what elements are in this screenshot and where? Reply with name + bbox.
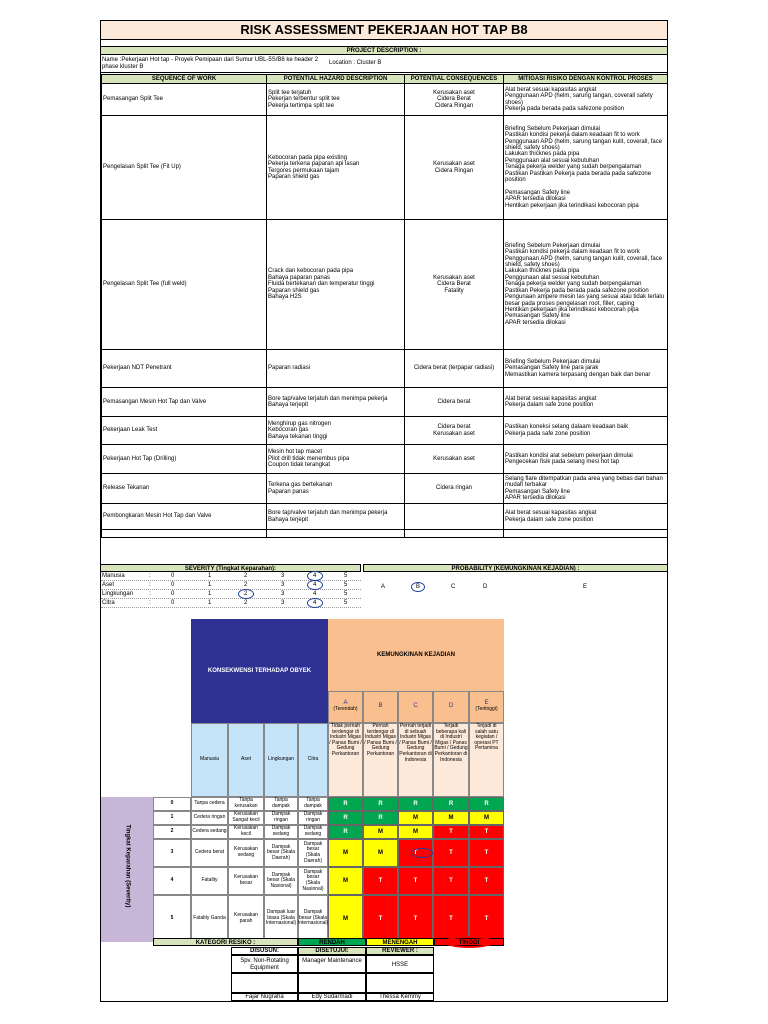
severity-side-label: Tingkat Keparahan (Severity) bbox=[124, 824, 131, 908]
project-location: Location : Cluster B bbox=[329, 60, 382, 66]
risk-cell: M bbox=[398, 811, 433, 825]
risk-cell: M bbox=[328, 895, 363, 942]
page-title: RISK ASSESSMENT PEKERJAAN HOT TAP B8 bbox=[101, 21, 667, 40]
consequence-manusia: Fatality Ganda bbox=[191, 895, 228, 942]
disusun-name: Fajar Nugraha bbox=[231, 993, 298, 1001]
severity-selected-circle bbox=[238, 589, 254, 599]
sequence-cell: Pengelasan Split Tee (Fit Up) bbox=[102, 116, 267, 220]
risk-cell: T bbox=[469, 867, 504, 895]
risk-cell: R bbox=[328, 825, 363, 839]
severity-level: 5 bbox=[153, 895, 191, 942]
severity-row-name: Aset bbox=[102, 582, 115, 588]
severity-value: 0 bbox=[171, 573, 175, 579]
consequence-lingkungan: Tanpa dampak bbox=[264, 797, 298, 811]
risk-cell: T bbox=[363, 867, 398, 895]
probability-header: PROBABILITY (KEMUNGKINAN KEJADIAN) : bbox=[363, 564, 667, 572]
consequence-citra: Dampak ringan bbox=[298, 811, 328, 825]
severity-value: 0 bbox=[171, 582, 175, 588]
mitigation-cell: Alat berat sesuai kapasitas angkat Pekerja dalam safe zone position bbox=[504, 504, 668, 530]
hazard-cell: Menghirup gas nitrogen Kebocoran gas Bahaya tekanan tinggi bbox=[267, 417, 405, 445]
risk-cell: T bbox=[433, 825, 469, 839]
risk-cell: R bbox=[328, 797, 363, 811]
disusun-role: Spv. Non-Rotating Equipment bbox=[231, 955, 298, 973]
consequence-lingkungan: Dampak besar (Skala Nasional) bbox=[264, 867, 298, 895]
severity-value: 3 bbox=[281, 582, 285, 588]
hazard-cell: Paparan radiasi bbox=[267, 350, 405, 388]
sequence-cell: Release Tekanan bbox=[102, 474, 267, 504]
prob-col-header bbox=[398, 691, 433, 723]
severity-value: 5 bbox=[344, 582, 348, 588]
mitigation-cell: Selang flare ditempatkan pada area yang bebas dari bahan mudah terbakar Pemasangan Safety line APAR tersedia dilokasi bbox=[504, 474, 668, 504]
risk-table-header bbox=[102, 75, 668, 84]
consequence-cell: Cidera berat (terpapar radiasi) bbox=[405, 350, 504, 388]
severity-value: 1 bbox=[208, 591, 212, 597]
consequence-cell: Kerusakan aset Cidera Berat Fatality bbox=[405, 220, 504, 350]
severity-level: 4 bbox=[153, 867, 191, 895]
severity-value: 1 bbox=[208, 573, 212, 579]
prob-col-letter: C bbox=[413, 703, 418, 710]
prob-col-description: Terjadi beberapa kali di Industri Migas / Panas Bumi / Gedung Perkantoran di Indonesia bbox=[433, 723, 469, 797]
consequence-lingkungan: Dampak luar biasa (Skala Internasional) bbox=[264, 895, 298, 942]
consequence-citra: Dampak sedang bbox=[298, 825, 328, 839]
prob-col-description: Pernah terdengar di Industri Migas / Panas Bumi / Gedung Perkantoran bbox=[363, 723, 398, 797]
reviewer-role: HSSE bbox=[366, 955, 434, 973]
object-col-header: Lingkungan bbox=[264, 723, 298, 797]
risk-row bbox=[102, 388, 668, 417]
severity-value: 4 bbox=[313, 600, 317, 606]
kategori-tinggi: TINGGI bbox=[434, 938, 504, 946]
risk-cell: T bbox=[433, 839, 469, 867]
consequence-cell: Kerusakan aset Cidera Ringan bbox=[405, 116, 504, 220]
prob-col-letter: A bbox=[343, 700, 348, 707]
prob-col-header bbox=[433, 691, 469, 723]
spacer-cell bbox=[405, 530, 504, 538]
risk-cell: R bbox=[328, 811, 363, 825]
risk-cell: R bbox=[433, 797, 469, 811]
spacer-cell bbox=[267, 530, 405, 538]
disusun-signature-space bbox=[231, 973, 298, 993]
disetujui-role: Manager Maintenance bbox=[298, 955, 366, 973]
spacer-cell bbox=[504, 530, 668, 538]
prob-col-label: (Terendah) bbox=[333, 706, 358, 712]
severity-value: 5 bbox=[344, 573, 348, 579]
mitigation-cell: Briefing Sebelum Pekerjaan dimulai Pemasangan Safety line para jarak Memastikan kamera terpasang dengan baik dan benar bbox=[504, 350, 668, 388]
risk-cell: R bbox=[363, 797, 398, 811]
severity-row bbox=[101, 599, 361, 608]
consequence-aset: Kerusakan parah bbox=[228, 895, 264, 942]
prob-col-letter: D bbox=[448, 703, 454, 710]
severity-value: 3 bbox=[281, 600, 285, 606]
probability-letter: C bbox=[451, 584, 456, 590]
probability-letter: D bbox=[483, 584, 488, 590]
consequence-manusia: Tanpa cedera bbox=[191, 797, 228, 811]
spacer-row bbox=[102, 530, 668, 538]
consequence-citra: Dampak besar (Skala Internasional) bbox=[298, 895, 328, 942]
risk-row bbox=[102, 474, 668, 504]
likelihood-header: KEMUNGKINAN KEJADIAN bbox=[328, 619, 504, 691]
risk-cell: M bbox=[469, 811, 504, 825]
severity-value: 4 bbox=[313, 582, 317, 588]
severity-colon: : bbox=[149, 573, 151, 579]
risk-row bbox=[102, 116, 668, 220]
consequence-lingkungan: Dampak besar (Skala Daerah) bbox=[264, 839, 298, 867]
reviewer-name: Thessa Kemmy bbox=[366, 993, 434, 1001]
severity-row-name: Lingkungan bbox=[102, 591, 134, 597]
mitigation-cell: Briefing Sebelum Pekerjaan dimulai Pastikan kondisi pekerja dalam keadaan fit to work Penggunaan APD (helm, sarung tangan kulit, coverall, face shield, safety shoes) Lakukan thicknes pada pipa Penggunaan alat sesuai kebutuhan Tenaga pekerja welder yang sudah berpengalaman Pastikan Pekerja pada berada pada safezone position Pengunaan ampere mesin las yang sesuai atau tidak terlalu besar pada proses pengelasan root, filler, caping Hentikan pekerjaan jika terindikasi kebocoran pipa Pemasangan Safety line APAR tersedia dilokasi bbox=[504, 220, 668, 350]
prob-col-header bbox=[363, 691, 398, 723]
prob-col-header bbox=[469, 691, 504, 723]
spacer-cell bbox=[102, 530, 267, 538]
severity-row-name: Citra bbox=[102, 600, 115, 606]
project-name: Name :Pekerjaan Hot tap - Proyek Pemipaan dari Sumur UBL-5S/B8 ke header 2 phase kluster B bbox=[102, 57, 319, 70]
risk-cell: T bbox=[398, 867, 433, 895]
col-header-hazard: POTENTIAL HAZARD DESCRIPTION bbox=[267, 75, 405, 84]
severity-value: 2 bbox=[244, 591, 248, 597]
consequence-cell: Kerusakan aset Cidera Berat Cidera Ringan bbox=[405, 84, 504, 116]
severity-side-label-wrap bbox=[112, 824, 142, 908]
consequence-manusia: Cedera berat bbox=[191, 839, 228, 867]
severity-value: 0 bbox=[171, 591, 175, 597]
severity-section bbox=[101, 564, 361, 608]
severity-row bbox=[101, 590, 361, 599]
consequence-aset: Tanpa kerusakan bbox=[228, 797, 264, 811]
severity-row bbox=[101, 572, 361, 581]
consequence-manusia: Cedera ringan bbox=[191, 811, 228, 825]
severity-level: 2 bbox=[153, 825, 191, 839]
mitigation-cell: Alat berat sesuai kapasitas angkat Penggunaan APD (helm, sarung tangan, coverall safety shoes) Pekerja pada berada pada safezone position bbox=[504, 84, 668, 116]
severity-value: 2 bbox=[244, 582, 248, 588]
reviewer-signature-space bbox=[366, 973, 434, 993]
severity-value: 2 bbox=[244, 573, 248, 579]
risk-table bbox=[101, 74, 668, 538]
severity-selected-circle bbox=[307, 580, 323, 590]
hazard-cell: Terkena gas bertekanan Paparan panas bbox=[267, 474, 405, 504]
severity-colon: : bbox=[149, 582, 151, 588]
object-col-header: Aset bbox=[228, 723, 264, 797]
consequence-aset: Kerusakan Sangat kecil bbox=[228, 811, 264, 825]
probability-section bbox=[363, 564, 667, 604]
probability-letter: A bbox=[381, 584, 386, 590]
disetujui-label: DISETUJUI: bbox=[298, 947, 366, 955]
mitigation-cell: Briefing Sebelum Pekerjaan dimulai Pastikan kondisi pekerja dalam keadaan fit to work Penggunaan APD (helm, sarung tangan kulit, coverall, face shield, safety shoes) Lakukan thicknes pada pipa Penggunaan alat sesuai kebutuhan Tenaga pekerja welder yang sudah berpengalaman Pastikan Pastikan Pekerja pada berada pada safezone position Pemasangan Safety line APAR tersedia dilokasi Hentikan pekerjaan jika terindikasi kebocoran pipa bbox=[504, 116, 668, 220]
severity-value: 3 bbox=[281, 591, 285, 597]
hazard-cell: Split tee terjatuh Pekerjan terbentur split tee Pekerja tertimpa split tee bbox=[267, 84, 405, 116]
risk-cell: M bbox=[328, 839, 363, 867]
prob-col-description: Terjadi di salah satu kegiatan / operasi PT Pertamina bbox=[469, 723, 504, 797]
project-name-row bbox=[101, 55, 667, 73]
risk-cell: M bbox=[363, 839, 398, 867]
severity-row bbox=[101, 581, 361, 590]
prob-col-label: (Tertinggi) bbox=[475, 706, 498, 712]
risk-cell: T bbox=[469, 825, 504, 839]
kategori-menengah: MENENGAH bbox=[366, 938, 434, 946]
consequence-cell: Cidera ringan bbox=[405, 474, 504, 504]
mitigation-cell: Pastikan kondisi alat sebelum pekerjaan dimulai Pengecekan fisik pada selang mesi hot tap bbox=[504, 445, 668, 474]
consequence-cell: Kerusakan aset bbox=[405, 445, 504, 474]
consequence-citra: Dampak besar (Skala Nasional) bbox=[298, 867, 328, 895]
object-col-header: Citra bbox=[298, 723, 328, 797]
severity-value: 1 bbox=[208, 582, 212, 588]
prob-col-letter: B bbox=[378, 703, 383, 710]
risk-cell: M bbox=[328, 867, 363, 895]
severity-level: 1 bbox=[153, 811, 191, 825]
kategori-rendah: RENDAH bbox=[298, 938, 366, 946]
risk-cell: T bbox=[363, 895, 398, 942]
disetujui-name: Edy Sudarmadi bbox=[298, 993, 366, 1001]
risk-cell: T bbox=[469, 895, 504, 942]
prob-col-description: Pernah terjadi di sebuah Industri Migas / Panas Bumi / Gedung Perkantoran di Indonesia bbox=[398, 723, 433, 797]
severity-level: 3 bbox=[153, 839, 191, 867]
risk-row bbox=[102, 84, 668, 116]
probability-letter: B bbox=[416, 584, 421, 590]
severity-header: SEVERITY (Tingkat Keparahan): bbox=[101, 564, 361, 572]
risk-cell: M bbox=[433, 811, 469, 825]
risk-cell: T bbox=[433, 867, 469, 895]
severity-value: 2 bbox=[244, 600, 248, 606]
risk-row bbox=[102, 350, 668, 388]
risk-cell: R bbox=[398, 797, 433, 811]
hazard-cell: Crack dan kebocoran pada pipa Bahaya paparan panas Fluida bertekanan dan temperatur tinggi Paparan shield gas Bahaya H2S bbox=[267, 220, 405, 350]
sequence-cell: Pekerjaan Hot Tap (Drilling) bbox=[102, 445, 267, 474]
probability-letter: E bbox=[583, 584, 588, 590]
risk-cell: R bbox=[469, 797, 504, 811]
matrix-selected-circle bbox=[411, 848, 433, 858]
sequence-cell: Pembongkaran Mesin Hot Tap dan Valve bbox=[102, 504, 267, 530]
hazard-cell: Bore tap/valve terjatuh dan menimpa pekerja Bahaya terjepit bbox=[267, 504, 405, 530]
severity-level: 0 bbox=[153, 797, 191, 811]
severity-selected-circle bbox=[307, 598, 323, 608]
sequence-cell: Pemasangan Split Tee bbox=[102, 84, 267, 116]
sequence-cell: Pemasangan Mesin Hot Tap dan Valve bbox=[102, 388, 267, 417]
risk-cell: M bbox=[398, 825, 433, 839]
probability-selected-circle bbox=[411, 582, 425, 592]
risk-cell: T bbox=[398, 895, 433, 942]
risk-cell: T bbox=[433, 895, 469, 942]
risk-row bbox=[102, 445, 668, 474]
risk-row bbox=[102, 220, 668, 350]
severity-value: 4 bbox=[313, 573, 317, 579]
sequence-cell: Pekerjaan NDT Penetrant bbox=[102, 350, 267, 388]
hazard-cell: Mesin hot tap macet Pilot drill tidak menembus pipa Coupon tidak terangkat bbox=[267, 445, 405, 474]
severity-colon: : bbox=[149, 591, 151, 597]
mitigation-cell: Pastikan koneksi selang dalaam keadaan baik Pekerja pada safe zone position bbox=[504, 417, 668, 445]
col-header-sequence: SEQUENCE OF WORK bbox=[102, 75, 267, 84]
consequence-manusia: Fatality bbox=[191, 867, 228, 895]
consequence-citra: Dampak besar (Skala Daerah) bbox=[298, 839, 328, 867]
hazard-cell: Kebocoran pada pipa existing Pekerja terkena paparan api lasan Tergores permukaan tajam Paparan shield gas bbox=[267, 116, 405, 220]
severity-value: 3 bbox=[281, 573, 285, 579]
risk-cell: T bbox=[469, 839, 504, 867]
severity-value: 5 bbox=[344, 591, 348, 597]
object-col-header: Manusia bbox=[191, 723, 228, 797]
severity-value: 4 bbox=[313, 591, 317, 597]
risk-row bbox=[102, 504, 668, 530]
consequence-aset: Kerusakan sedang bbox=[228, 839, 264, 867]
kategori-label: KATEGORI RESIKO : bbox=[153, 938, 298, 946]
risk-cell: M bbox=[363, 825, 398, 839]
consequence-lingkungan: Dampak sedang bbox=[264, 825, 298, 839]
consequence-cell bbox=[405, 504, 504, 530]
col-header-consequences: POTENTIAL CONSEQUENCES bbox=[405, 75, 504, 84]
severity-colon: : bbox=[149, 600, 151, 606]
sequence-cell: Pekerjaan Leak Test bbox=[102, 417, 267, 445]
risk-cell: R bbox=[363, 811, 398, 825]
consequence-aset: Kerusakan kecil bbox=[228, 825, 264, 839]
consequence-manusia: Cedera sedang bbox=[191, 825, 228, 839]
disusun-label: DISUSUN: bbox=[231, 947, 298, 955]
reviewer-label: REVIEWER : bbox=[366, 947, 434, 955]
consequence-citra: Tanpa dampak bbox=[298, 797, 328, 811]
severity-value: 1 bbox=[208, 600, 212, 606]
severity-row-name: Manusia bbox=[102, 573, 125, 579]
col-header-mitigation: MITIGASI RISIKO DENGAN KONTROL PROSES bbox=[504, 75, 668, 84]
consequence-lingkungan: Dampak ringan bbox=[264, 811, 298, 825]
consequence-header: KONSEKWENSI TERHADAP OBYEK bbox=[191, 619, 328, 723]
risk-row bbox=[102, 417, 668, 445]
severity-value: 5 bbox=[344, 600, 348, 606]
prob-col-description: Tidak pernah terdengar di Industri Migas / Panas Bumi / Gedung Perkantoran bbox=[328, 723, 363, 797]
prob-col-header bbox=[328, 691, 363, 723]
severity-value: 0 bbox=[171, 600, 175, 606]
prob-col-letter: E bbox=[484, 700, 489, 707]
mitigation-cell: Alat berat sesuai kapasitas angkat Pekerja dalam safe zone position bbox=[504, 388, 668, 417]
risk-assessment-sheet bbox=[100, 20, 668, 1002]
disetujui-signature-space bbox=[298, 973, 366, 993]
hazard-cell: Bore tap/valve terjatuh dan menimpa pekerja Bahaya terjepit bbox=[267, 388, 405, 417]
tinggi-highlight bbox=[444, 936, 494, 948]
project-description-header: PROJECT DESCRIPTION : bbox=[101, 46, 667, 55]
consequence-cell: Cidera berat Kerusakan aset bbox=[405, 417, 504, 445]
consequence-aset: Kerusakan besar bbox=[228, 867, 264, 895]
risk-cell: T bbox=[398, 839, 433, 867]
sequence-cell: Pengelasan Split Tee (full weld) bbox=[102, 220, 267, 350]
consequence-cell: Cidera berat bbox=[405, 388, 504, 417]
